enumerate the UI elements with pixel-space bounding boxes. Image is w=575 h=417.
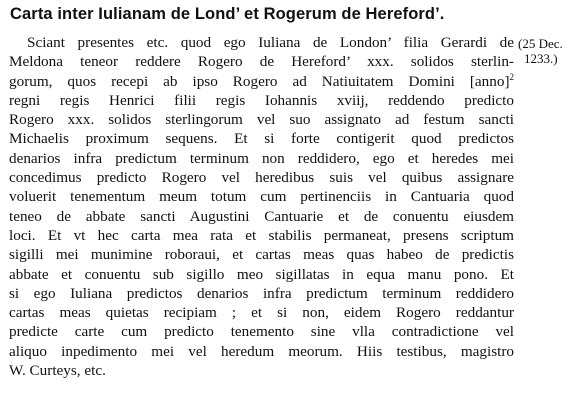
text-line-18: W. Curteys, etc. [9, 362, 106, 380]
text-line-2: Meldona teneor reddere Rogero de Hereford’ xxx. solidos sterlin- [9, 53, 514, 71]
text-line-7: denarios infra predictum terminum non reddidero, ego et heredes mei [9, 149, 514, 167]
margin-note-line-1: (25 Dec. [518, 36, 563, 51]
text-line-4: regni regis Henrici filii regis Iohannis xviij, reddendo predicto [9, 91, 514, 109]
text-line-1: Sciant presentes etc. quod ego Iuliana de London’ filia Gerardi de [27, 34, 514, 51]
footnote-marker: 2 [509, 71, 514, 82]
text-line-3-content: gorum, quos recepi ab ipso Rogero ad Natiuitatem Domini [anno] [9, 72, 510, 90]
text-line-10: teneo de abbate sancti Augustini Cantuarie et de conuentu eiusdem [9, 207, 514, 225]
text-line-12: sigilli mei munimine roboraui, et cartas meas quas habeo de predictis [9, 246, 514, 264]
margin-note-line-2: 1233.) [524, 51, 558, 66]
document-title: Carta inter Iulianam de Lond’ et Rogerum de Hereford’. [10, 5, 445, 23]
text-line-13: abbate et conuentu sub sigillo meo sigillatas in equa manu pono. Et [9, 265, 514, 283]
text-line-5: Rogero xxx. solidos sterlingorum vel suo assignato ad festum sancti [9, 111, 514, 129]
text-line-15: cartas meas quietas recipiam ; et si non, eidem Rogero reddantur [9, 304, 514, 322]
text-line-11: loci. Et vt hec carta mea rata et stabilis permaneat, presens scriptum [9, 226, 514, 244]
text-line-14: si ego Iuliana predictos denarios infra predictum terminum reddidero [9, 284, 514, 302]
text-line-8: concedimus predicto Rogero vel heredibus suis vel quibus assignare [9, 169, 514, 187]
text-line-17: aliquo inpedimento mei vel heredum meorum. Hiis testibus, magistro [9, 342, 514, 360]
text-line-6: Michaelis proximum sequens. Et si forte contigerit quod predictos [9, 130, 514, 148]
margin-date-note [518, 36, 573, 66]
text-line-16: predicte carte cum predicto tenemento sine vlla contradictione vel [9, 323, 514, 341]
charter-text [9, 33, 514, 380]
text-line-9: voluerit tenementum meum totum cum pertinenciis in Cantuaria quod [9, 188, 514, 206]
text-line-3 [9, 72, 514, 91]
